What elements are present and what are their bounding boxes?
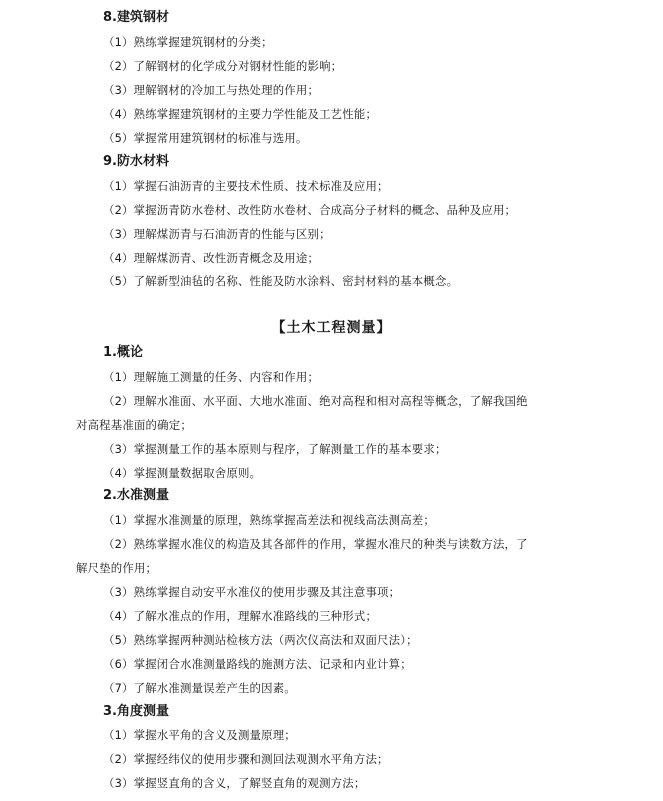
- list-item-continuation: 解尺垫的作用；: [76, 561, 158, 575]
- list-item: （1）掌握水平角的含义及测量原理；: [103, 728, 296, 742]
- list-item-continuation: 对高程基准面的确定；: [76, 418, 192, 432]
- list-item: （3）熟练掌握自动安平水准仪的使用步骤及其注意事项；: [103, 585, 401, 599]
- list-item: （7）了解水准测量误差产生的因素。: [103, 681, 296, 695]
- list-item: （4）理解煤沥青、改性沥青概念及用途；: [103, 251, 320, 265]
- list-item: （5）熟练掌握两种测站检核方法（两次仪高法和双面尺法）；: [103, 633, 418, 647]
- section-heading: 9.防水材料: [103, 154, 169, 169]
- section-heading: 8.建筑钢材: [103, 10, 169, 25]
- section-heading: 3.角度测量: [103, 704, 169, 719]
- list-item: （4）熟练掌握建筑钢材的主要力学性能及工艺性能；: [103, 107, 378, 121]
- section-heading: 2.水准测量: [103, 488, 169, 503]
- list-item: （1）掌握石油沥青的主要技术性质、技术标准及应用；: [103, 179, 389, 193]
- list-item: （2）掌握经纬仪的使用步骤和测回法观测水平角方法；: [103, 752, 389, 766]
- section-heading: 1.概论: [103, 345, 143, 360]
- list-item: （2）掌握沥青防水卷材、改性防水卷材、合成高分子材料的概念、品种及应用；: [103, 203, 517, 217]
- list-item: （1）熟练掌握建筑钢材的分类；: [103, 35, 273, 49]
- list-item: （2）了解钢材的化学成分对钢材性能的影响；: [103, 59, 343, 73]
- chapter-title: 【土木工程测量】: [271, 320, 392, 336]
- list-item: （5）了解新型油毡的名称、性能及防水涂料、密封材料的基本概念。: [103, 274, 459, 288]
- list-item: （3）理解煤沥青与石油沥青的性能与区别；: [103, 227, 331, 241]
- list-item: （3）掌握竖直角的含义，了解竖直角的观测方法；: [103, 776, 366, 790]
- list-item: （6）掌握闭合水准测量路线的施测方法、记录和内业计算；: [103, 657, 412, 671]
- list-item: （2）理解水准面、水平面、大地水准面、绝对高程和相对高程等概念，了解我国绝: [103, 394, 528, 408]
- list-item: （1）理解施工测量的任务、内容和作用；: [103, 370, 320, 384]
- list-item: （3）掌握测量工作的基本原则与程序，了解测量工作的基本要求；: [103, 442, 447, 456]
- list-item: （3）理解钢材的冷加工与热处理的作用；: [103, 83, 320, 97]
- list-item: （1）掌握水准测量的原理，熟练掌握高差法和视线高法测高差；: [103, 513, 435, 527]
- list-item: （2）熟练掌握水准仪的构造及其各部件的作用，掌握水准尺的种类与读数方法，了: [103, 537, 528, 551]
- list-item: （4）掌握测量数据取舍原则。: [103, 466, 262, 480]
- list-item: （5）掌握常用建筑钢材的标准与选用。: [103, 131, 308, 145]
- list-item: （4）了解水准点的作用，理解水准路线的三种形式；: [103, 609, 378, 623]
